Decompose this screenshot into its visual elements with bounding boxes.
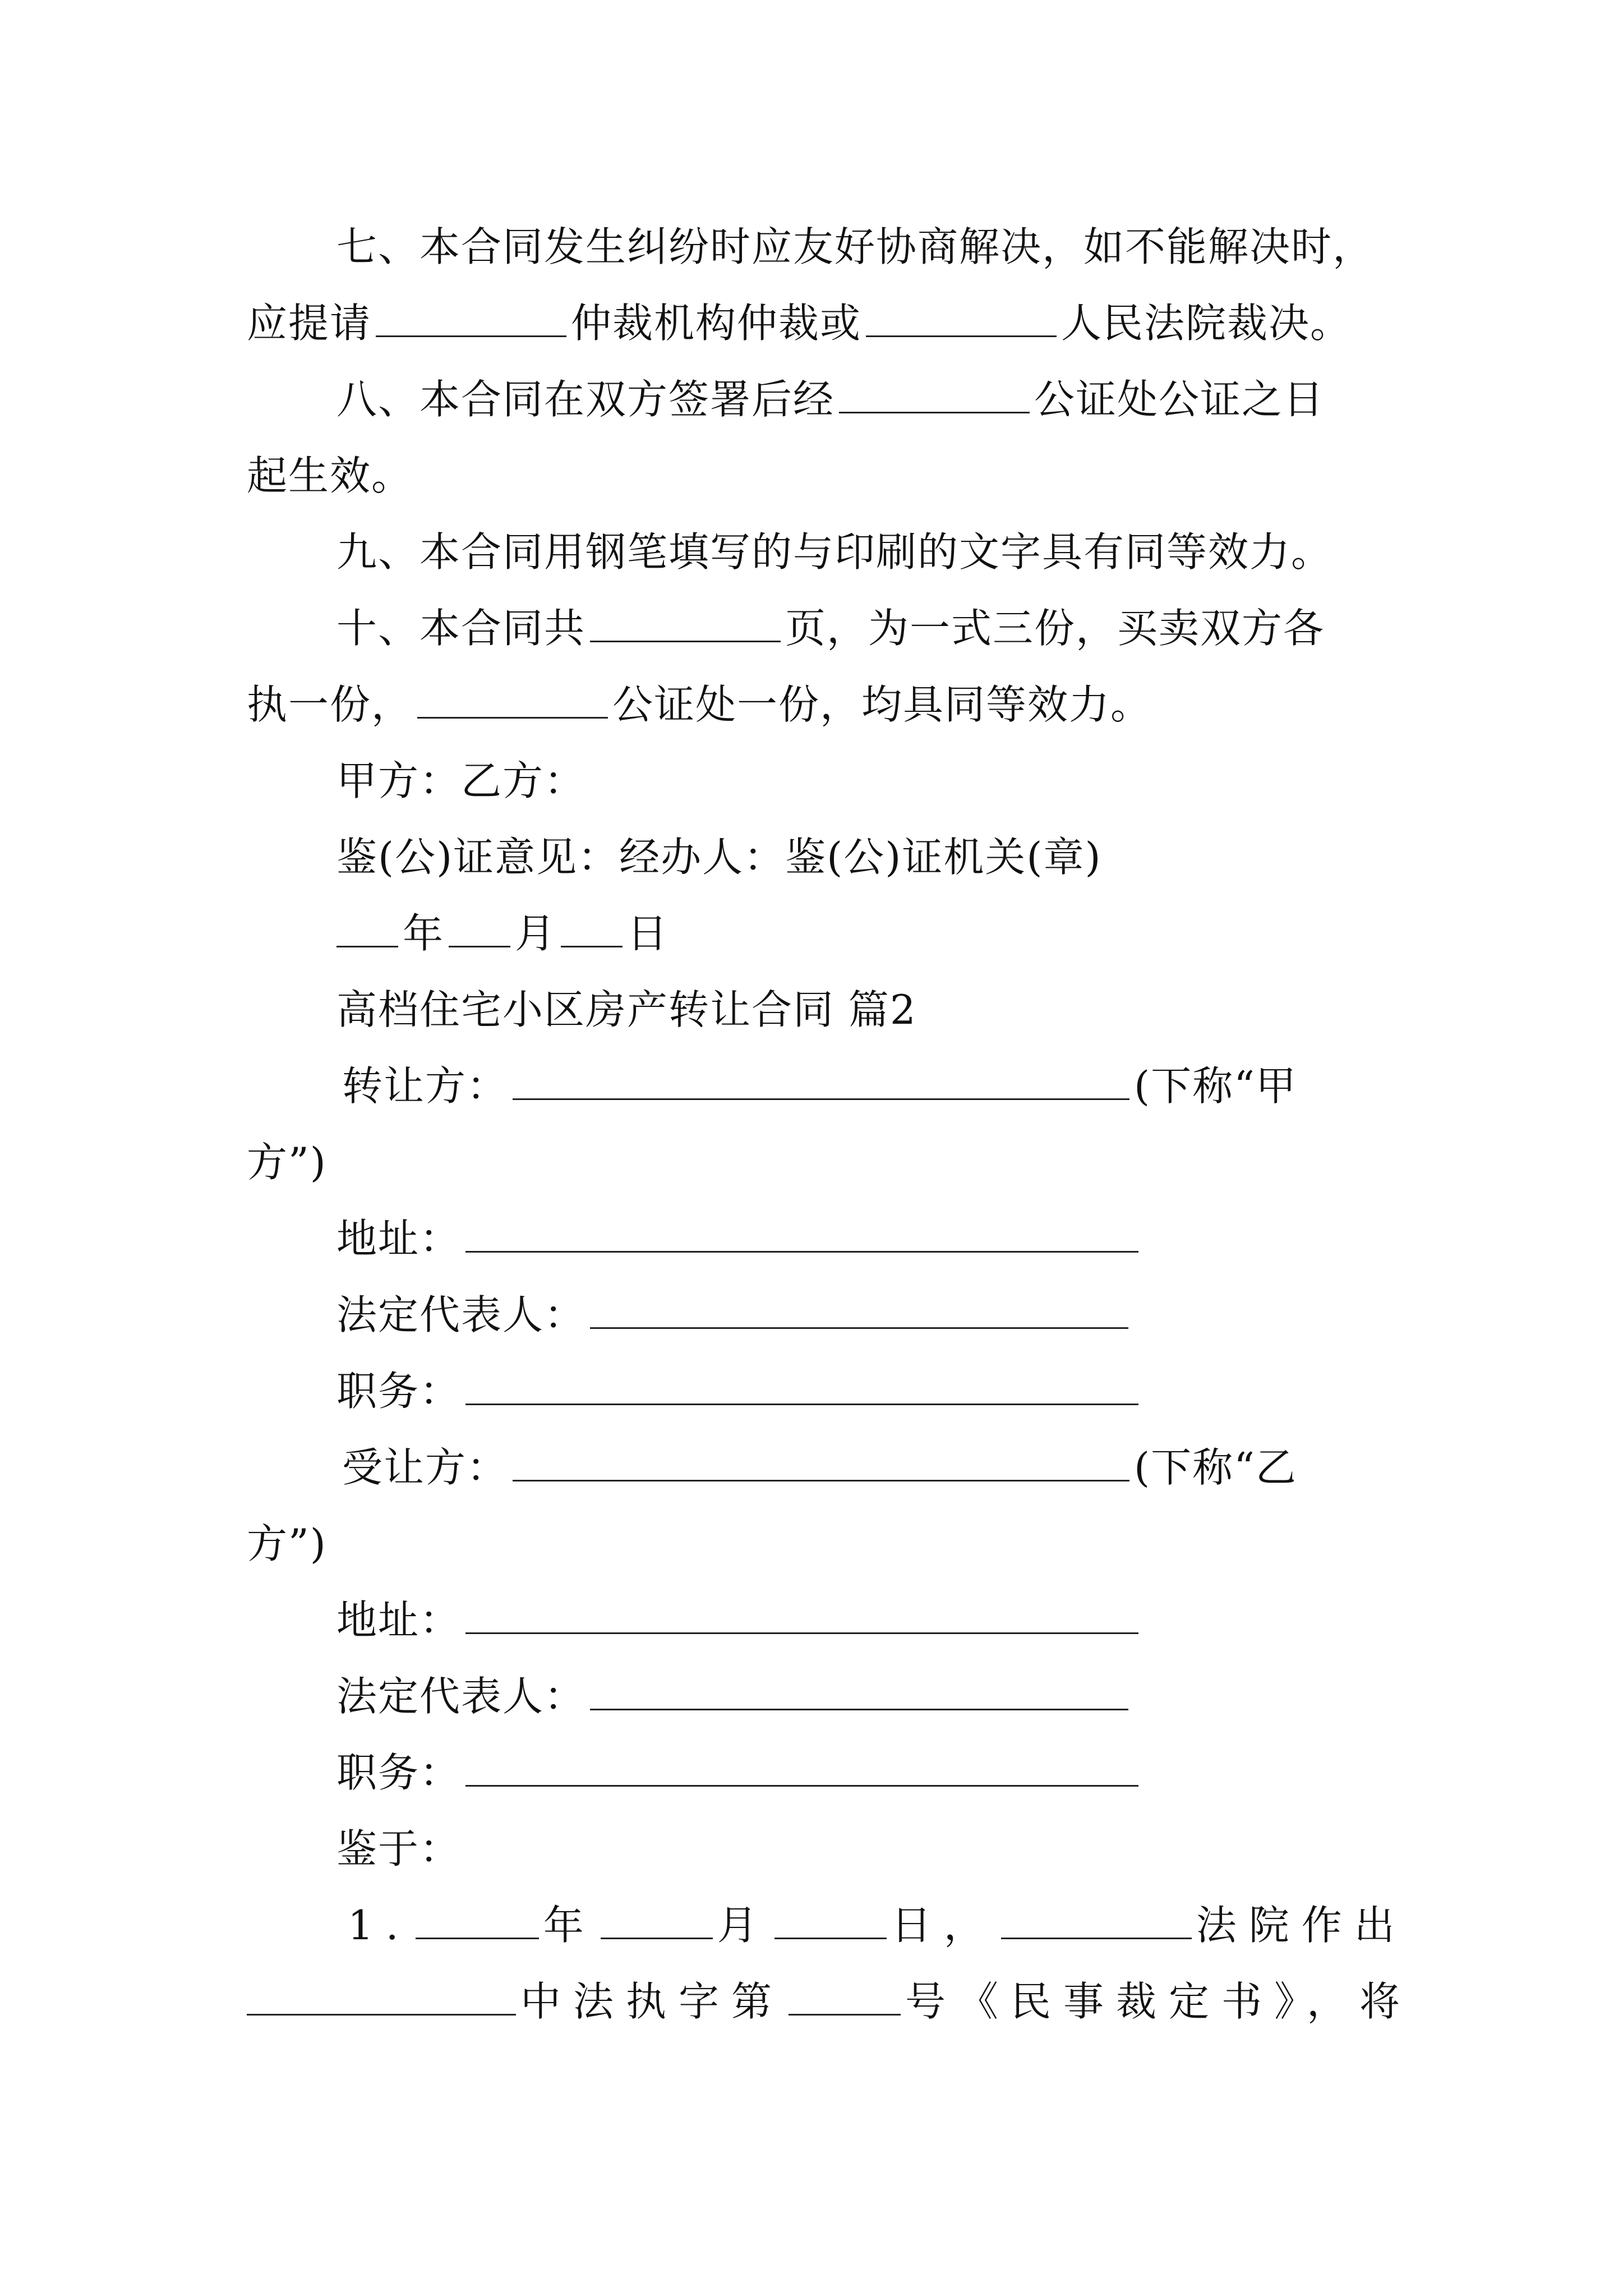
text-segment: 1. (348, 1902, 411, 1949)
text-segment: 地址： (336, 1596, 462, 1644)
text-segment: 起生效。 (247, 452, 413, 499)
text-segment: 仲裁机构仲裁或 (571, 300, 862, 347)
text-segment: 九、本合同用钢笔填写的与印刷的文字具有同等效力。 (336, 528, 1333, 576)
transferee-representative-blank[interactable] (590, 1677, 1128, 1710)
transferee-address-line (336, 1581, 1380, 1659)
text-segment: 公证处一份，均具同等效力。 (612, 681, 1152, 728)
recital-case-blank[interactable] (247, 1982, 516, 2016)
transferor-address-blank[interactable] (465, 1220, 1138, 1253)
text-segment: 法定代表人： (336, 1673, 586, 1720)
recital-year-blank[interactable] (416, 1906, 539, 1939)
clause-7-line-1 (336, 208, 1380, 286)
text-segment: 执一份， (247, 681, 413, 728)
transferee-blank[interactable] (513, 1448, 1129, 1481)
transferor-address-line (336, 1199, 1380, 1278)
date-line (336, 894, 1380, 973)
transferor-line (342, 1047, 1385, 1125)
text-segment: (下称“甲 (1134, 1062, 1297, 1110)
notary-office-blank[interactable] (417, 685, 608, 719)
clause-10-line-1 (336, 589, 1380, 668)
recital-number-blank[interactable] (789, 1982, 901, 2016)
text-segment: 方”) (247, 1139, 327, 1186)
text-segment: 日 (627, 910, 669, 957)
recital-1-line-2 (247, 1962, 1413, 2041)
transferor-position-line (336, 1352, 1380, 1430)
text-segment: 法院作出 (1196, 1902, 1407, 1949)
transferor-representative-line (336, 1276, 1380, 1354)
page-count-blank[interactable] (590, 609, 781, 642)
arbitration-blank[interactable] (376, 304, 566, 337)
text-segment: 地址： (336, 1215, 462, 1262)
text-segment: 人民法院裁决。 (1061, 300, 1352, 347)
year-blank[interactable] (336, 914, 398, 947)
clause-8-line-1 (336, 360, 1380, 439)
text-segment: 公证处公证之日 (1034, 376, 1325, 423)
transferor-blank[interactable] (513, 1067, 1129, 1100)
text-segment: 七、本合同发生纠纷时应友好协商解决，如不能解决时， (336, 223, 1375, 270)
clause-8-line-2 (247, 436, 1380, 515)
transferee-representative-line (336, 1657, 1380, 1736)
text-segment: 八、本合同在双方签署后经 (336, 376, 835, 423)
transferee-position-line (336, 1733, 1380, 1812)
transferor-representative-blank[interactable] (590, 1296, 1128, 1329)
transferee-position-blank[interactable] (465, 1754, 1138, 1787)
text-segment: 号《民事裁定书》，将 (905, 1978, 1413, 2025)
transferor-position-blank[interactable] (465, 1372, 1138, 1405)
text-segment: 鉴(公)证意见：经办人：鉴(公)证机关(章) (336, 834, 1102, 881)
recital-court-blank[interactable] (1001, 1906, 1192, 1939)
clause-7-line-2 (247, 284, 1380, 362)
text-segment: 年 (543, 1902, 596, 1949)
clause-10-line-2 (247, 665, 1380, 744)
whereas-line (336, 1810, 1380, 1888)
transferee-line-2 (247, 1504, 1380, 1583)
text-segment: 受让方： (342, 1444, 509, 1491)
text-segment: 月 (515, 910, 557, 957)
transferee-address-blank[interactable] (465, 1601, 1138, 1634)
text-segment: 转让方： (342, 1062, 509, 1110)
text-segment: 应提请 (247, 300, 372, 347)
transferor-line-2 (247, 1123, 1380, 1202)
text-segment: 鉴于： (336, 1825, 462, 1872)
section-title (336, 970, 1380, 1049)
clause-9-line (336, 513, 1380, 591)
recital-month-blank[interactable] (601, 1906, 713, 1939)
text-segment: (下称“乙 (1134, 1444, 1297, 1491)
recital-1-line-1 (348, 1886, 1407, 1964)
text-segment: 法定代表人： (336, 1291, 586, 1338)
notary-blank[interactable] (839, 380, 1030, 413)
text-segment: 职务： (336, 1368, 462, 1415)
party-signature-line (336, 742, 1380, 820)
recital-day-blank[interactable] (774, 1906, 887, 1939)
text-segment: 日， (891, 1902, 997, 1949)
notary-opinion-line (336, 818, 1380, 896)
text-segment: 中法执字第 (520, 1978, 785, 2025)
text-segment: 高档住宅小区房产转让合同 篇2 (336, 986, 917, 1033)
text-segment: 方”) (247, 1520, 327, 1567)
text-segment: 职务： (336, 1749, 462, 1796)
court-blank[interactable] (866, 304, 1057, 337)
text-segment: 月 (717, 1902, 770, 1949)
text-segment: 甲方：乙方： (336, 757, 586, 804)
text-segment: 页，为一式三份，买卖双方各 (785, 605, 1325, 652)
month-blank[interactable] (449, 914, 510, 947)
day-blank[interactable] (561, 914, 623, 947)
transferee-line (342, 1428, 1385, 1507)
text-segment: 十、本合同共 (336, 605, 586, 652)
text-segment: 年 (403, 910, 445, 957)
